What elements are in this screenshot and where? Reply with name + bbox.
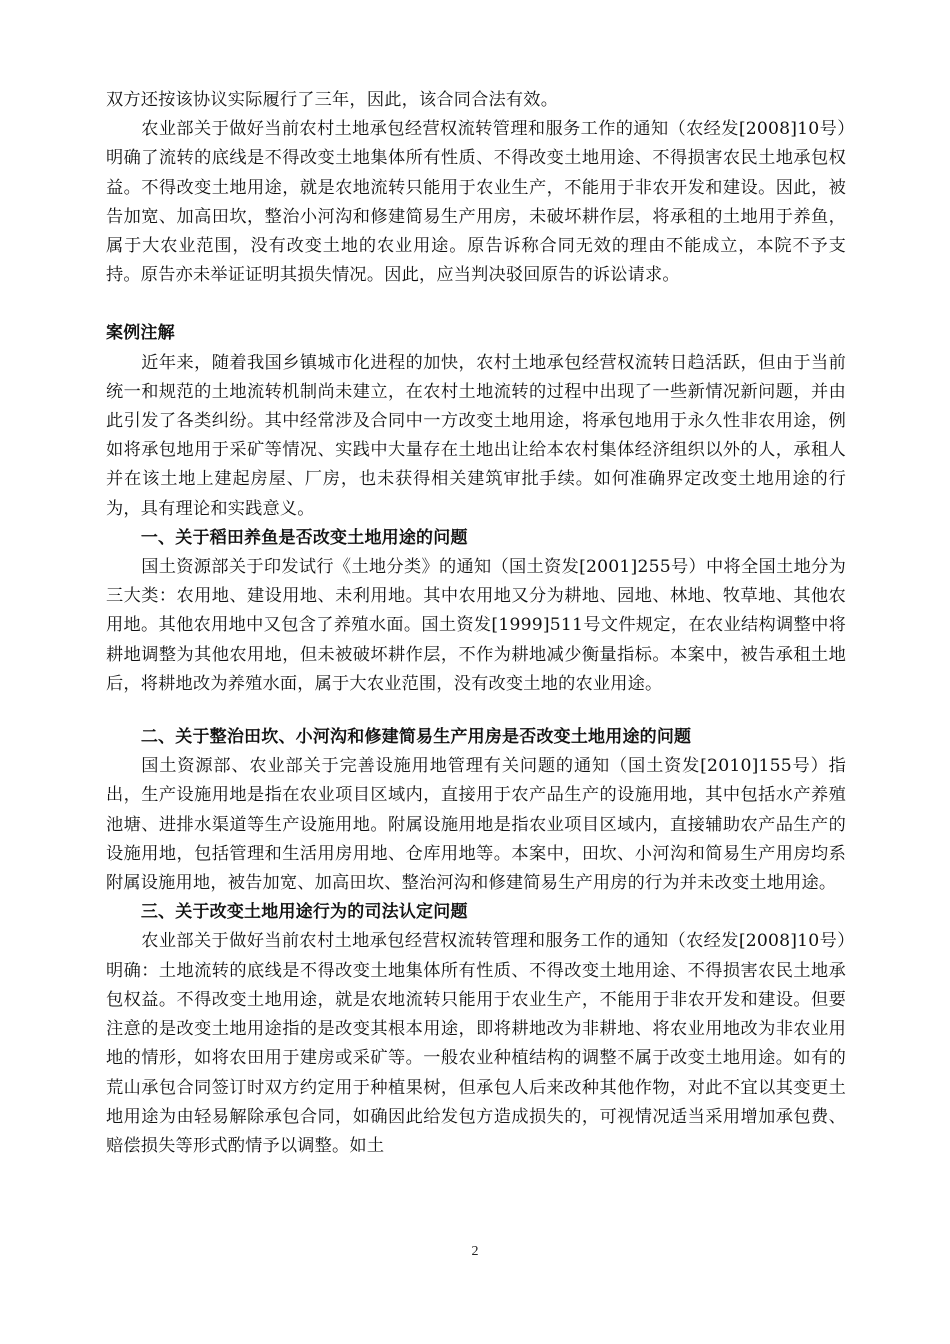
spacer: [106, 290, 846, 319]
section-title: 案例注解: [106, 323, 175, 344]
heading-one: 一、关于稻田养鱼是否改变土地用途的问题: [140, 527, 468, 548]
heading-three: 三、关于改变土地用途行为的司法认定问题: [140, 902, 468, 923]
paragraph-ruling: 农业部关于做好当前农村土地承包经营权流转管理和服务工作的通知（农经发[2008]10号）明确了流转的底线是不得改变土地集体所有性质、不得改变土地用途、不得损害农民土地承包权益。不得改变土地用途，就是农地流转只能用于农业生产，不能用于非农开发和建设。因此，被告加宽、加高田坎，整治小河沟和修建简易生产用房，未破坏耕作层，将承租的土地用于养鱼，属于大农业范围，没有改变土地的农业用途。原告诉称合同无效的理由不能成立，本院不予支持。原告亦未举证证明其损失情况。因此，应当判决驳回原告的诉讼请求。: [106, 119, 846, 286]
heading-two: 二、关于整治田坎、小河沟和修建简易生产用房是否改变土地用途的问题: [140, 727, 692, 748]
paragraph-land-classification: 国土资源部关于印发试行《土地分类》的通知（国土资发[2001]255号）中将全国土地分为三大类：农用地、建设用地、未利用地。其中农用地又分为耕地、园地、林地、牧草地、其他农用地。其他农用地中又包含了养殖水面。国土资发[1999]511号文件规定，在农业结构调整中将耕地调整为其他农用地，但未被破坏耕作层，不作为耕地减少衡量指标。本案中，被告承租土地后，将耕地改为养殖水面，属于大农业范围，没有改变土地的农业用途。: [106, 557, 846, 694]
page-number: 2: [471, 1244, 479, 1259]
document-body: [106, 86, 846, 1161]
paragraph-continuation: 双方还按该协议实际履行了三年，因此，该合同合法有效。: [106, 90, 559, 110]
spacer: [106, 699, 846, 723]
paragraph-intro: 近年来，随着我国乡镇城市化进程的加快，农村土地承包经营权流转日趋活跃，但由于当前统一和规范的土地流转机制尚未建立，在农村土地流转的过程中出现了一些新情况新问题，并由此引发了各类纠纷。其中经常涉及合同中一方改变土地用途，将承包地用于永久性非农用途，例如将承包地用于采矿等情况、实践中大量存在土地出让给本农村集体经济组织以外的人，承租人并在该土地上建起房屋、厂房，也未获得相关建筑审批手续。如何准确界定改变土地用途的行为，具有理论和实践意义。: [106, 352, 846, 519]
paragraph-judicial-determination: 农业部关于做好当前农村土地承包经营权流转管理和服务工作的通知（农经发[2008]10号）明确：土地流转的底线是不得改变土地集体所有性质、不得改变土地用途、不得损害农民土地承包权益。不得改变土地用途，就是农地流转只能用于农业生产，不能用于非农开发和建设。但要注意的是改变土地用途指的是改变其根本用途，即将耕地改为非耕地、将农业用地改为非农业用地的情形，如将农田用于建房或采矿等。一般农业种植结构的调整不属于改变土地用途。如有的荒山承包合同签订时双方约定用于种植果树，但承包人后来改种其他作物，对此不宜以其变更土地用途为由轻易解除承包合同，如确因此给发包方造成损失的，可视情况适当采用增加承包费、赔偿损失等形式酌情予以调整。如土: [106, 931, 846, 1156]
paragraph-facility-land: 国土资源部、农业部关于完善设施用地管理有关问题的通知（国土资发[2010]155号）指出，生产设施用地是指在农业项目区域内，直接用于农产品生产的设施用地，其中包括水产养殖池塘、进排水渠道等生产设施用地。附属设施用地是指农业项目区域内，直接辅助农产品生产的设施用地，包括管理和生活用房用地、仓库用地等。本案中，田坎、小河沟和简易生产用房均系附属设施用地，被告加宽、加高田坎、整治河沟和修建简易生产用房的行为并未改变土地用途。: [106, 756, 846, 894]
